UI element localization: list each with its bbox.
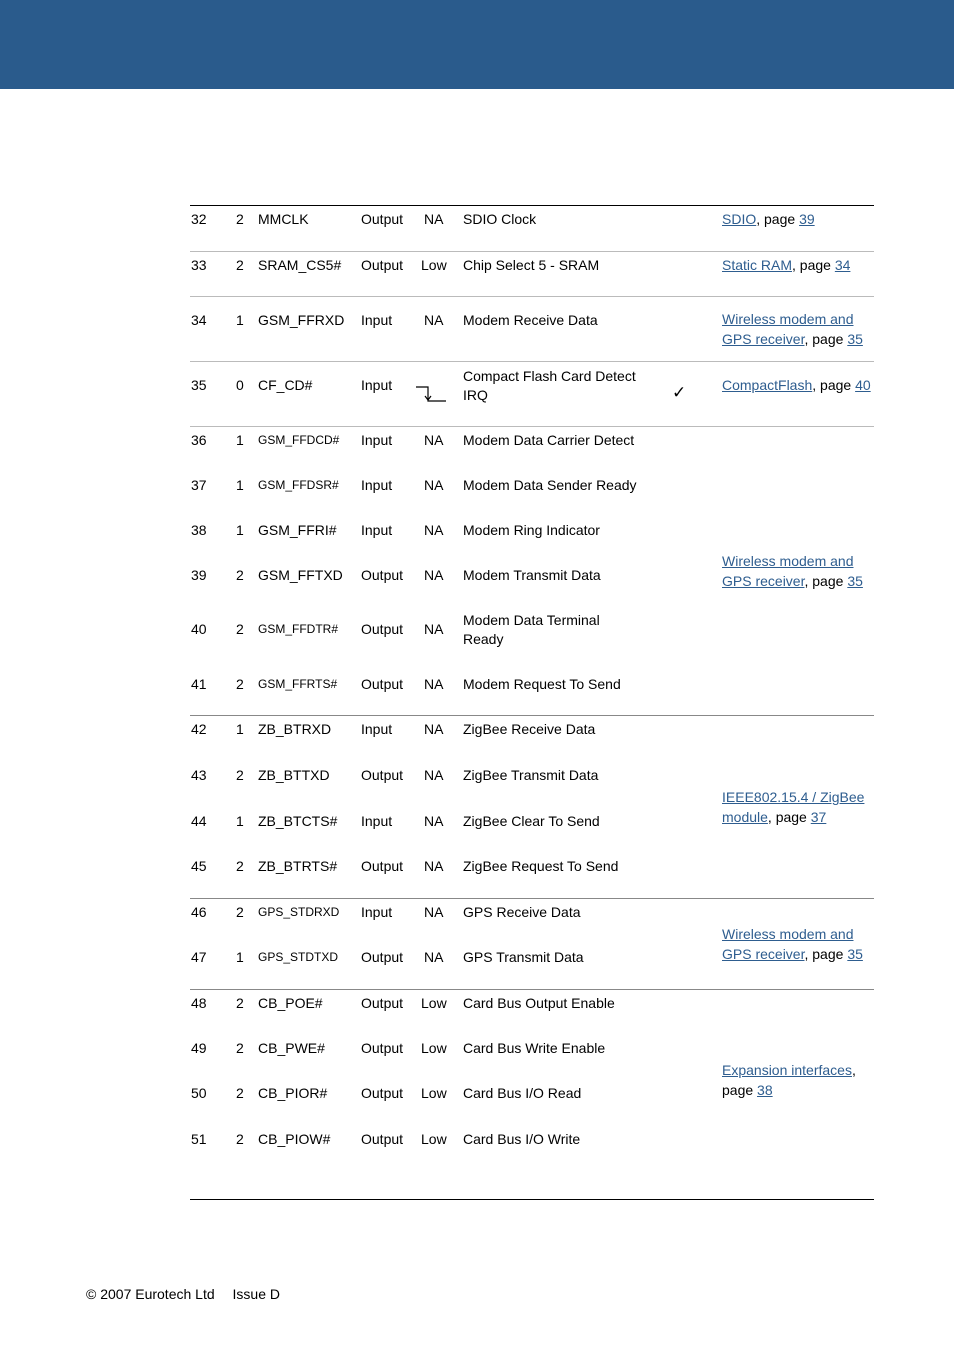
- cell-signal: GSM_FFDSR#: [258, 478, 339, 492]
- cell-pin: 47: [191, 949, 207, 965]
- cell-active: Low: [421, 1131, 447, 1147]
- cell-dir_val: 1: [236, 432, 244, 448]
- cell-dir: Input: [361, 477, 393, 493]
- reference-link[interactable]: 37: [810, 808, 827, 825]
- cell-desc: [463, 1084, 581, 1103]
- cell-active: NA: [424, 621, 444, 637]
- desc-line: Modem Request To Send: [463, 676, 621, 692]
- desc-line: Compact Flash Card Detect: [463, 367, 636, 384]
- reference-link[interactable]: GPS receiver: [722, 330, 805, 347]
- desc-line: Modem Data Carrier Detect: [463, 432, 635, 448]
- cell-desc: [463, 857, 618, 876]
- desc-line: Ready: [463, 630, 504, 647]
- cross-reference: [722, 210, 815, 230]
- cell-dir_val: 0: [236, 377, 244, 393]
- reference-link[interactable]: Wireless modem and: [722, 926, 854, 942]
- issue-label: Issue D: [232, 1286, 280, 1302]
- cell-signal: MMCLK: [258, 211, 309, 227]
- cell-pin: 51: [191, 1131, 207, 1147]
- cell-pin: 37: [191, 477, 207, 493]
- cell-signal: ZB_BTRTS#: [258, 858, 338, 874]
- reference-link[interactable]: GPS receiver: [722, 945, 805, 962]
- reference-link[interactable]: Wireless modem and: [722, 311, 854, 327]
- cell-dir_val: 2: [236, 904, 244, 920]
- cell-dir_val: 1: [236, 522, 244, 538]
- reference-link[interactable]: IEEE802.15.4 / ZigBee: [722, 789, 865, 805]
- cell-signal: SRAM_CS5#: [258, 257, 342, 273]
- cell-dir: Output: [361, 257, 404, 273]
- falling-edge-icon: [416, 386, 446, 402]
- cell-dir_val: 2: [236, 1131, 244, 1147]
- reference-text: , page: [767, 808, 811, 825]
- cell-signal: GPS_STDTXD: [258, 950, 339, 964]
- reference-text: page: [722, 1081, 758, 1098]
- cell-dir_val: 2: [236, 1085, 244, 1101]
- cell-desc: [463, 210, 536, 229]
- reference-line: [722, 945, 863, 965]
- cell-active: Low: [421, 1085, 447, 1101]
- cell-dir_val: 2: [236, 858, 244, 874]
- cell-active: Low: [421, 257, 447, 273]
- cell-dir: Output: [361, 858, 404, 874]
- cell-dir_val: 1: [236, 813, 244, 829]
- cell-dir: Output: [361, 621, 404, 637]
- reference-text: , page: [804, 330, 848, 347]
- table-rule: [190, 251, 874, 252]
- table-rule: [190, 989, 874, 990]
- reference-line: [722, 256, 850, 276]
- desc-line: GPS Receive Data: [463, 904, 581, 920]
- header-band: [0, 0, 954, 89]
- cell-dir: Input: [361, 904, 393, 920]
- cell-pin: 34: [191, 312, 207, 328]
- cell-desc: [463, 256, 599, 275]
- cross-reference: [722, 788, 864, 827]
- cell-dir_val: 2: [236, 567, 244, 583]
- cell-dir: Output: [361, 1085, 404, 1101]
- cell-active: NA: [424, 522, 444, 538]
- desc-line: ZigBee Receive Data: [463, 721, 596, 737]
- cell-pin: 39: [191, 567, 207, 583]
- cell-dir_val: 1: [236, 312, 244, 328]
- reference-line: [722, 310, 863, 330]
- desc-line: ZigBee Transmit Data: [463, 767, 599, 783]
- cell-signal: GSM_FFRTS#: [258, 677, 338, 691]
- cell-dir_val: 1: [236, 477, 244, 493]
- cross-reference: [722, 1061, 856, 1100]
- cell-desc: [463, 766, 598, 785]
- cell-desc: [463, 903, 581, 922]
- cell-dir_val: 2: [236, 995, 244, 1011]
- cell-pin: 45: [191, 858, 207, 874]
- cell-desc: [463, 611, 600, 649]
- cell-pin: 38: [191, 522, 207, 538]
- desc-line: Card Bus Write Enable: [463, 1040, 606, 1056]
- reference-link[interactable]: 38: [757, 1081, 773, 1098]
- desc-line: GPS Transmit Data: [463, 949, 584, 965]
- cell-pin: 49: [191, 1040, 207, 1056]
- reference-link[interactable]: 35: [847, 572, 863, 589]
- cell-signal: GPS_STDRXD: [258, 905, 340, 919]
- cell-active: Low: [421, 1040, 447, 1056]
- cell-dir: Input: [361, 377, 393, 393]
- cell-desc: [463, 994, 615, 1013]
- cell-dir: Output: [361, 767, 404, 783]
- cell-dir: Output: [361, 949, 404, 965]
- cell-active: NA: [424, 432, 444, 448]
- cell-signal: GSM_FFDCD#: [258, 433, 340, 447]
- cell-active: NA: [424, 567, 444, 583]
- cell-pin: 40: [191, 621, 207, 637]
- reference-link[interactable]: GPS receiver: [722, 572, 805, 589]
- cell-dir: Output: [361, 1040, 404, 1056]
- table-rule: [190, 205, 874, 206]
- cell-dir_val: 2: [236, 676, 244, 692]
- table-rule: [190, 426, 874, 427]
- cross-reference: [722, 552, 863, 591]
- reference-text: , page: [812, 376, 856, 393]
- cell-desc: [463, 476, 637, 495]
- cell-desc: [463, 720, 595, 739]
- cell-desc: [463, 521, 600, 540]
- cell-active: NA: [424, 904, 444, 920]
- desc-line: Card Bus Output Enable: [463, 995, 615, 1011]
- cell-signal: CB_PWE#: [258, 1040, 325, 1056]
- cell-dir_val: 1: [236, 949, 244, 965]
- checkmark-icon: ✓: [672, 383, 687, 402]
- reference-link[interactable]: 40: [855, 376, 871, 393]
- desc-line: Modem Data Terminal: [463, 611, 600, 628]
- cell-desc: [463, 1039, 605, 1058]
- footer: [86, 1286, 294, 1302]
- desc-line: Modem Receive Data: [463, 312, 598, 328]
- cell-dir: Input: [361, 432, 393, 448]
- cell-active: NA: [424, 949, 444, 965]
- cross-reference: [722, 310, 863, 349]
- cell-signal: ZB_BTTXD: [258, 767, 330, 783]
- cell-dir_val: 1: [236, 721, 244, 737]
- cell-pin: 48: [191, 995, 207, 1011]
- cell-pin: 35: [191, 377, 207, 393]
- cell-active: NA: [424, 676, 444, 692]
- reference-line: [722, 788, 864, 808]
- desc-line: Modem Transmit Data: [463, 567, 601, 583]
- cell-signal: ZB_BTCTS#: [258, 813, 338, 829]
- table-rule: [190, 1199, 874, 1200]
- reference-line: [722, 210, 815, 230]
- reference-link[interactable]: Expansion interfaces: [722, 1062, 852, 1078]
- cell-dir_val: 2: [236, 767, 244, 783]
- cell-dir: Input: [361, 813, 393, 829]
- reference-link[interactable]: CompactFlash: [722, 376, 813, 393]
- reference-link[interactable]: Static RAM: [722, 256, 793, 273]
- cross-reference: [722, 256, 850, 276]
- cell-signal: CF_CD#: [258, 377, 313, 393]
- cell-dir_val: 2: [236, 1040, 244, 1056]
- cell-active: NA: [424, 767, 444, 783]
- cell-signal: GSM_FFDTR#: [258, 622, 339, 636]
- cell-active: Low: [421, 995, 447, 1011]
- reference-line: [722, 572, 863, 592]
- cell-desc: [463, 566, 601, 585]
- cell-pin: 42: [191, 721, 207, 737]
- reference-line: [722, 808, 864, 828]
- cell-dir: Output: [361, 676, 404, 692]
- cell-active: NA: [424, 477, 444, 493]
- cell-dir: Input: [361, 522, 393, 538]
- cell-pin: 50: [191, 1085, 207, 1101]
- cell-dir: Output: [361, 995, 404, 1011]
- cell-active: NA: [424, 721, 444, 737]
- cell-signal: CB_POE#: [258, 995, 323, 1011]
- reference-line: [722, 552, 863, 572]
- reference-link[interactable]: 39: [799, 210, 815, 227]
- cell-pin: 41: [191, 676, 207, 692]
- cell-pin: 32: [191, 211, 207, 227]
- cell-dir: Output: [361, 1131, 404, 1147]
- cell-signal: GSM_FFRI#: [258, 522, 337, 538]
- cell-dir_val: 2: [236, 211, 244, 227]
- reference-link[interactable]: SDIO: [722, 210, 757, 227]
- desc-line: ZigBee Clear To Send: [463, 813, 600, 829]
- cell-desc: [463, 812, 600, 831]
- cell-dir_val: 2: [236, 257, 244, 273]
- reference-line: [722, 376, 871, 396]
- cell-pin: 46: [191, 904, 207, 920]
- cell-desc: [463, 367, 636, 405]
- reference-link[interactable]: 35: [847, 330, 863, 347]
- cell-pin: 44: [191, 813, 207, 829]
- copyright: © 2007 Eurotech Ltd: [86, 1286, 215, 1302]
- table-rule: [190, 296, 874, 297]
- table-rule: [190, 361, 874, 362]
- cell-signal: CB_PIOR#: [258, 1085, 328, 1101]
- reference-link[interactable]: Wireless modem and: [722, 553, 854, 569]
- cell-signal: CB_PIOW#: [258, 1131, 331, 1147]
- cell-dir: Output: [361, 567, 404, 583]
- reference-line: [722, 330, 863, 350]
- reference-line: [722, 925, 863, 945]
- cell-desc: [463, 311, 598, 330]
- cross-reference: [722, 925, 863, 964]
- reference-link[interactable]: module: [722, 808, 768, 825]
- cell-dir: Output: [361, 211, 404, 227]
- reference-text: , page: [792, 256, 835, 273]
- cell-desc: [463, 1130, 580, 1149]
- cell-desc: [463, 431, 634, 450]
- cell-dir: Input: [361, 312, 393, 328]
- cell-active: NA: [424, 858, 444, 874]
- table-rule: [190, 715, 874, 716]
- cell-pin: 43: [191, 767, 207, 783]
- desc-line: IRQ: [463, 386, 488, 403]
- desc-line: Chip Select 5 - SRAM: [463, 257, 600, 273]
- desc-line: Card Bus I/O Write: [463, 1131, 581, 1147]
- cell-desc: [463, 948, 584, 967]
- cell-active: NA: [424, 813, 444, 829]
- reference-text: ,: [851, 1062, 856, 1078]
- desc-line: Modem Ring Indicator: [463, 522, 600, 538]
- desc-line: SDIO Clock: [463, 211, 537, 227]
- cell-dir_val: 2: [236, 621, 244, 637]
- cell-dir: Input: [361, 721, 393, 737]
- desc-line: ZigBee Request To Send: [463, 858, 619, 874]
- reference-text: , page: [756, 210, 800, 227]
- cell-active: NA: [424, 312, 444, 328]
- cell-signal: GSM_FFRXD: [258, 312, 345, 328]
- cell-active: NA: [424, 211, 444, 227]
- cross-reference: [722, 376, 871, 396]
- cell-pin: 36: [191, 432, 207, 448]
- reference-text: , page: [804, 572, 848, 589]
- reference-link[interactable]: 35: [847, 945, 863, 962]
- reference-link[interactable]: 34: [834, 256, 851, 273]
- reference-line: [722, 1061, 856, 1081]
- reference-text: , page: [804, 945, 848, 962]
- cell-desc: [463, 675, 621, 694]
- desc-line: Card Bus I/O Read: [463, 1085, 582, 1101]
- cell-signal: ZB_BTRXD: [258, 721, 332, 737]
- reference-line: [722, 1081, 856, 1101]
- cell-pin: 33: [191, 257, 207, 273]
- table-rule: [190, 898, 874, 899]
- desc-line: Modem Data Sender Ready: [463, 477, 637, 493]
- cell-signal: GSM_FFTXD: [258, 567, 343, 583]
